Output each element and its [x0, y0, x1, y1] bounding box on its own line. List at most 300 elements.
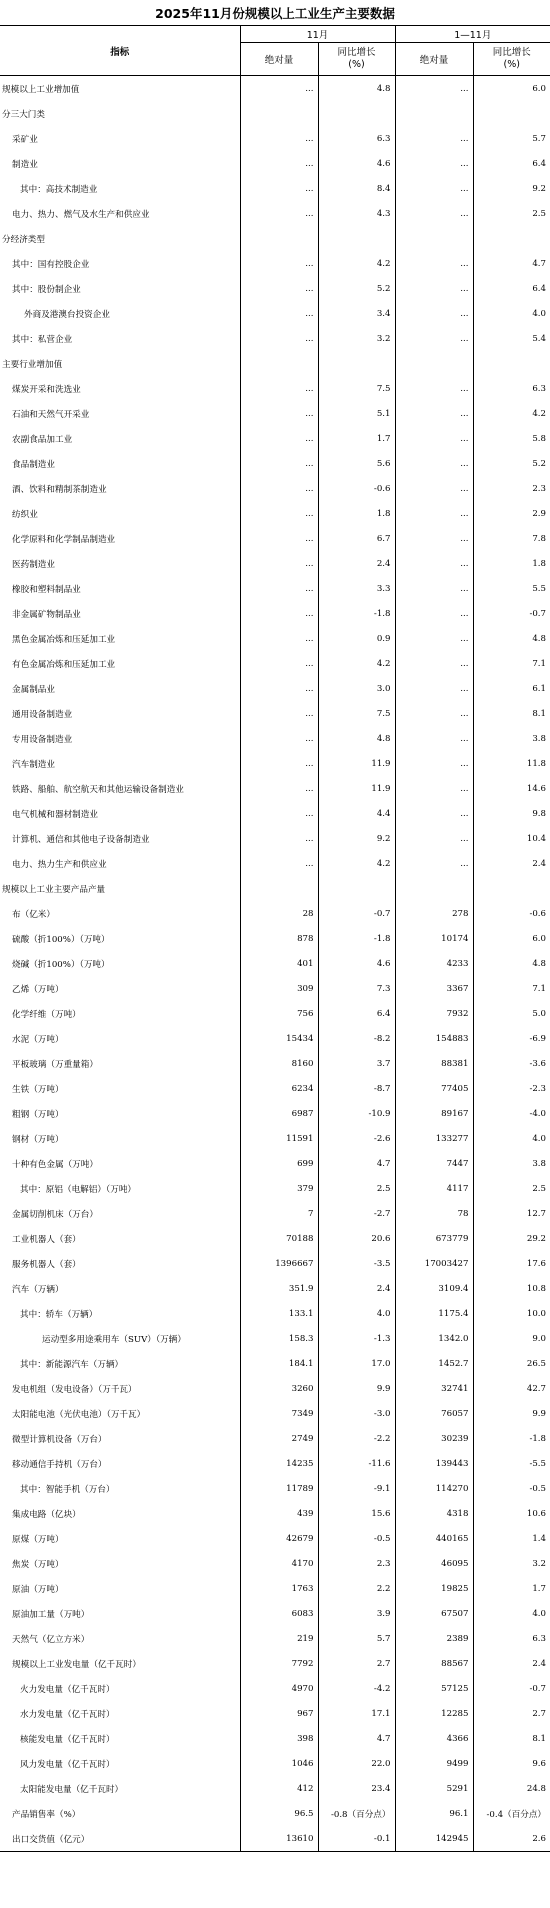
ytd-absolute — [395, 226, 473, 251]
ytd-growth: 4.0 — [532, 1133, 547, 1144]
row-name: 天然气（亿立方米） — [0, 1626, 240, 1651]
month-absolute: ... — [240, 526, 318, 551]
ytd-absolute: 4366 — [395, 1726, 473, 1751]
month-growth: 4.7 — [318, 1151, 395, 1176]
row-name: 分三大门类 — [0, 101, 240, 126]
ytd-growth: -5.5 — [529, 1458, 547, 1469]
month-growth: 5.6 — [318, 451, 395, 476]
table-row — [0, 376, 550, 401]
table-row — [0, 1126, 550, 1151]
ytd-growth — [473, 226, 550, 251]
ytd-growth: 6.0 — [532, 83, 547, 94]
row-name: 微型计算机设备（万台） — [0, 1426, 240, 1451]
row-name: 通用设备制造业 — [0, 701, 240, 726]
month-absolute: 439 — [240, 1501, 318, 1526]
month-absolute: 70188 — [240, 1226, 318, 1251]
month-growth: 17.1 — [318, 1701, 395, 1726]
ytd-absolute: 154883 — [395, 1026, 473, 1051]
ytd-absolute: ... — [395, 601, 473, 626]
month-growth: 1.8 — [318, 501, 395, 526]
month-growth: 6.7 — [318, 526, 395, 551]
month-growth: 2.3 — [318, 1551, 395, 1576]
ytd-absolute: 142945 — [395, 1826, 473, 1852]
row-name: 金属切削机床（万台） — [0, 1201, 240, 1226]
ytd-growth: 5.8 — [532, 433, 547, 444]
ytd-absolute: ... — [395, 201, 473, 226]
month-growth: -0.7 — [318, 901, 395, 926]
row-name: 医药制造业 — [0, 551, 240, 576]
ytd-absolute: ... — [395, 451, 473, 476]
month-absolute: 133.1 — [240, 1301, 318, 1326]
growth-header-line1: 同比增长 — [337, 47, 376, 58]
row-name: 主要行业增加值 — [0, 351, 240, 376]
month-absolute: 756 — [240, 1001, 318, 1026]
month-absolute: 398 — [240, 1726, 318, 1751]
ytd-growth: 2.5 — [532, 208, 547, 219]
row-name: 风力发电量（亿千瓦时） — [0, 1751, 240, 1776]
month-absolute — [240, 876, 318, 901]
ytd-absolute: ... — [395, 576, 473, 601]
month-growth: 6.4 — [318, 1001, 395, 1026]
ytd-absolute: 17003427 — [395, 1251, 473, 1276]
month-growth: -9.1 — [318, 1476, 395, 1501]
row-name: 非金属矿物制品业 — [0, 601, 240, 626]
month-growth: 11.9 — [318, 751, 395, 776]
month-absolute: 3260 — [240, 1376, 318, 1401]
ytd-growth: 17.6 — [526, 1258, 547, 1269]
month-absolute: 184.1 — [240, 1351, 318, 1376]
row-name: 外商及港澳台投资企业 — [0, 301, 240, 326]
ytd-absolute: ... — [395, 326, 473, 351]
row-name: 出口交货值（亿元） — [0, 1826, 240, 1852]
ytd-growth: 3.8 — [532, 733, 547, 744]
month-absolute: ... — [240, 451, 318, 476]
period1-abs-header: 绝对量 — [240, 43, 318, 76]
ytd-absolute: 3367 — [395, 976, 473, 1001]
month-absolute: ... — [240, 626, 318, 651]
table-row — [0, 326, 550, 351]
table-row — [0, 1626, 550, 1651]
ytd-absolute: ... — [395, 826, 473, 851]
table-row — [0, 351, 550, 376]
table-row — [0, 1401, 550, 1426]
ytd-growth: 5.5 — [532, 583, 547, 594]
table-row — [0, 101, 550, 126]
ytd-absolute: ... — [395, 701, 473, 726]
month-absolute: ... — [240, 551, 318, 576]
table-row — [0, 1076, 550, 1101]
row-name: 规模以上工业增加值 — [0, 76, 240, 102]
ytd-absolute: ... — [395, 301, 473, 326]
row-name: 酒、饮料和精制茶制造业 — [0, 476, 240, 501]
table-row — [0, 776, 550, 801]
table-row — [0, 476, 550, 501]
month-growth: 9.9 — [318, 1376, 395, 1401]
month-growth: 4.6 — [318, 151, 395, 176]
ytd-growth: 29.2 — [526, 1233, 547, 1244]
month-absolute: 6234 — [240, 1076, 318, 1101]
table-row — [0, 76, 550, 102]
row-name: 制造业 — [0, 151, 240, 176]
table-row — [0, 1651, 550, 1676]
month-growth: 4.8 — [318, 76, 395, 102]
month-growth: -0.5 — [318, 1526, 395, 1551]
month-absolute: 1396667 — [240, 1251, 318, 1276]
ytd-growth: 4.2 — [532, 408, 547, 419]
ytd-growth: 9.8 — [532, 808, 547, 819]
month-growth: 11.9 — [318, 776, 395, 801]
ytd-growth: 4.7 — [532, 258, 547, 269]
ytd-absolute: ... — [395, 851, 473, 876]
row-name: 其中：高技术制造业 — [0, 176, 240, 201]
month-absolute: 96.5 — [240, 1801, 318, 1826]
table-row — [0, 1451, 550, 1476]
ytd-absolute: ... — [395, 801, 473, 826]
month-absolute: ... — [240, 851, 318, 876]
period2-header: 1—11月 — [395, 26, 550, 43]
month-growth: 20.6 — [318, 1226, 395, 1251]
month-growth: -0.1 — [318, 1826, 395, 1852]
month-absolute: ... — [240, 726, 318, 751]
table-row — [0, 1276, 550, 1301]
month-growth: -10.9 — [318, 1101, 395, 1126]
month-growth: 0.9 — [318, 626, 395, 651]
month-growth: -0.6 — [318, 476, 395, 501]
ytd-growth: -0.7 — [529, 608, 547, 619]
row-name: 生铁（万吨） — [0, 1076, 240, 1101]
month-absolute: ... — [240, 601, 318, 626]
month-growth: 1.7 — [318, 426, 395, 451]
table-row — [0, 1201, 550, 1226]
ytd-growth: 9.9 — [532, 1408, 547, 1419]
table-row — [0, 576, 550, 601]
ytd-growth: 2.4 — [532, 858, 547, 869]
row-name: 乙烯（万吨） — [0, 976, 240, 1001]
month-absolute: 7349 — [240, 1401, 318, 1426]
month-absolute: 28 — [240, 901, 318, 926]
table-row — [0, 651, 550, 676]
month-growth: 4.2 — [318, 251, 395, 276]
table-row — [0, 176, 550, 201]
month-growth — [318, 101, 395, 126]
ytd-growth: 6.3 — [532, 383, 547, 394]
ytd-absolute: ... — [395, 276, 473, 301]
ytd-growth: 4.0 — [532, 308, 547, 319]
ytd-absolute: 96.1 — [395, 1801, 473, 1826]
ytd-absolute: 2389 — [395, 1626, 473, 1651]
row-name: 其中：智能手机（万台） — [0, 1476, 240, 1501]
month-absolute: 6987 — [240, 1101, 318, 1126]
table-row — [0, 1751, 550, 1776]
row-name: 黑色金属冶炼和压延加工业 — [0, 626, 240, 651]
month-absolute — [240, 101, 318, 126]
row-name: 食品制造业 — [0, 451, 240, 476]
month-absolute: ... — [240, 326, 318, 351]
ytd-absolute: ... — [395, 776, 473, 801]
ytd-absolute: ... — [395, 426, 473, 451]
table-row — [0, 1826, 550, 1852]
month-absolute: ... — [240, 801, 318, 826]
table-row — [0, 401, 550, 426]
row-name: 原油加工量（万吨） — [0, 1601, 240, 1626]
month-growth — [318, 876, 395, 901]
row-name: 其中：原铝（电解铝）（万吨） — [0, 1176, 240, 1201]
ytd-growth: 6.0 — [532, 933, 547, 944]
row-name: 规模以上工业主要产品产量 — [0, 876, 240, 901]
row-name: 布（亿米） — [0, 901, 240, 926]
month-growth: 4.8 — [318, 726, 395, 751]
ytd-absolute: 46095 — [395, 1551, 473, 1576]
month-growth: 8.4 — [318, 176, 395, 201]
table-row — [0, 1301, 550, 1326]
ytd-absolute: 12285 — [395, 1701, 473, 1726]
table-row — [0, 201, 550, 226]
month-absolute: ... — [240, 251, 318, 276]
month-absolute: ... — [240, 576, 318, 601]
row-name: 金属制品业 — [0, 676, 240, 701]
month-absolute: 42679 — [240, 1526, 318, 1551]
period1-growth-header — [318, 43, 395, 76]
table-row — [0, 501, 550, 526]
month-absolute: ... — [240, 76, 318, 102]
ytd-absolute: 57125 — [395, 1676, 473, 1701]
ytd-growth: 2.3 — [532, 483, 547, 494]
month-growth: 15.6 — [318, 1501, 395, 1526]
month-absolute: ... — [240, 751, 318, 776]
month-growth: 23.4 — [318, 1776, 395, 1801]
month-growth: -8.2 — [318, 1026, 395, 1051]
ytd-growth: 2.4 — [532, 1658, 547, 1669]
ytd-absolute: 32741 — [395, 1376, 473, 1401]
month-absolute: 379 — [240, 1176, 318, 1201]
ytd-absolute: ... — [395, 751, 473, 776]
row-name: 其中：国有控股企业 — [0, 251, 240, 276]
table-row — [0, 676, 550, 701]
table-row — [0, 901, 550, 926]
ytd-absolute: ... — [395, 376, 473, 401]
month-growth: 3.4 — [318, 301, 395, 326]
row-name: 平板玻璃（万重量箱） — [0, 1051, 240, 1076]
month-absolute: ... — [240, 701, 318, 726]
row-name: 橡胶和塑料制品业 — [0, 576, 240, 601]
ytd-absolute: 4117 — [395, 1176, 473, 1201]
ytd-absolute: ... — [395, 76, 473, 102]
row-name: 水泥（万吨） — [0, 1026, 240, 1051]
ytd-growth: 5.7 — [532, 133, 547, 144]
month-absolute: ... — [240, 376, 318, 401]
table-row — [0, 826, 550, 851]
month-absolute: ... — [240, 676, 318, 701]
table-row — [0, 801, 550, 826]
table-row — [0, 951, 550, 976]
table-row — [0, 426, 550, 451]
month-absolute: ... — [240, 176, 318, 201]
month-growth: 2.7 — [318, 1651, 395, 1676]
row-name: 十种有色金属（万吨） — [0, 1151, 240, 1176]
table-row — [0, 126, 550, 151]
row-name: 分经济类型 — [0, 226, 240, 251]
table-row — [0, 1476, 550, 1501]
ytd-growth: 6.1 — [532, 683, 547, 694]
ytd-absolute: 139443 — [395, 1451, 473, 1476]
month-growth: 4.2 — [318, 651, 395, 676]
row-name: 原煤（万吨） — [0, 1526, 240, 1551]
month-absolute: 1763 — [240, 1576, 318, 1601]
ytd-growth: 3.2 — [532, 1558, 547, 1569]
ytd-absolute: ... — [395, 626, 473, 651]
month-absolute: 7792 — [240, 1651, 318, 1676]
month-growth: -2.2 — [318, 1426, 395, 1451]
table-row — [0, 226, 550, 251]
ytd-growth: -0.7 — [529, 1683, 547, 1694]
month-growth: 5.7 — [318, 1626, 395, 1651]
row-name: 硫酸（折100%）（万吨） — [0, 926, 240, 951]
row-name: 运动型多用途乘用车（SUV）（万辆） — [0, 1326, 240, 1351]
month-absolute: ... — [240, 776, 318, 801]
month-growth — [318, 226, 395, 251]
table-row — [0, 1026, 550, 1051]
ytd-absolute: ... — [395, 526, 473, 551]
ytd-absolute: 7447 — [395, 1151, 473, 1176]
month-growth: -3.0 — [318, 1401, 395, 1426]
month-growth — [318, 351, 395, 376]
month-absolute: 7 — [240, 1201, 318, 1226]
period2-growth-header — [473, 43, 550, 76]
month-absolute: 412 — [240, 1776, 318, 1801]
month-absolute: ... — [240, 126, 318, 151]
table-row — [0, 1501, 550, 1526]
month-absolute: ... — [240, 276, 318, 301]
table-row — [0, 601, 550, 626]
month-growth: -4.2 — [318, 1676, 395, 1701]
month-growth: 2.2 — [318, 1576, 395, 1601]
month-growth: 2.4 — [318, 551, 395, 576]
month-growth: -0.8（百分点） — [318, 1801, 395, 1826]
table-row — [0, 276, 550, 301]
month-growth: 9.2 — [318, 826, 395, 851]
month-absolute: 401 — [240, 951, 318, 976]
row-name: 钢材（万吨） — [0, 1126, 240, 1151]
row-name: 核能发电量（亿千瓦时） — [0, 1726, 240, 1751]
month-growth: 3.2 — [318, 326, 395, 351]
month-absolute: ... — [240, 301, 318, 326]
month-absolute: 15434 — [240, 1026, 318, 1051]
ytd-absolute: 19825 — [395, 1576, 473, 1601]
ytd-growth — [473, 876, 550, 901]
ytd-growth: 4.8 — [532, 633, 547, 644]
month-growth: -2.7 — [318, 1201, 395, 1226]
table-row — [0, 451, 550, 476]
row-name: 发电机组（发电设备）（万千瓦） — [0, 1376, 240, 1401]
month-absolute: 967 — [240, 1701, 318, 1726]
month-growth: -1.3 — [318, 1326, 395, 1351]
row-name: 太阳能电池（光伏电池）（万千瓦） — [0, 1401, 240, 1426]
ytd-absolute: 114270 — [395, 1476, 473, 1501]
ytd-growth: 6.4 — [532, 283, 547, 294]
ytd-growth: 2.5 — [532, 1183, 547, 1194]
ytd-growth: 5.4 — [532, 333, 547, 344]
page-title: 2025年11月份规模以上工业生产主要数据 — [155, 6, 395, 21]
row-name: 采矿业 — [0, 126, 240, 151]
ytd-growth: -0.6 — [529, 908, 547, 919]
row-name: 原油（万吨） — [0, 1576, 240, 1601]
row-name: 服务机器人（套） — [0, 1251, 240, 1276]
month-absolute: 11591 — [240, 1126, 318, 1151]
ytd-absolute: 440165 — [395, 1526, 473, 1551]
table-row — [0, 1601, 550, 1626]
ytd-growth: 5.0 — [532, 1008, 547, 1019]
month-growth: 3.7 — [318, 1051, 395, 1076]
table-row — [0, 1801, 550, 1826]
table-row — [0, 851, 550, 876]
table-row — [0, 926, 550, 951]
ytd-absolute: ... — [395, 651, 473, 676]
ytd-absolute: 88381 — [395, 1051, 473, 1076]
table-row — [0, 1351, 550, 1376]
table-row — [0, 1676, 550, 1701]
table-row — [0, 1726, 550, 1751]
month-absolute: 1046 — [240, 1751, 318, 1776]
ytd-absolute: 278 — [395, 901, 473, 926]
data-table — [0, 25, 550, 1852]
month-absolute: 8160 — [240, 1051, 318, 1076]
indicator-header: 指标 — [0, 26, 240, 76]
month-absolute: ... — [240, 476, 318, 501]
ytd-absolute: 673779 — [395, 1226, 473, 1251]
month-growth: 7.5 — [318, 376, 395, 401]
month-growth: 4.3 — [318, 201, 395, 226]
ytd-absolute: ... — [395, 676, 473, 701]
ytd-growth: 3.8 — [532, 1158, 547, 1169]
table-row — [0, 1226, 550, 1251]
month-absolute — [240, 351, 318, 376]
growth-header-line2: (%) — [348, 59, 365, 70]
month-absolute: ... — [240, 401, 318, 426]
ytd-growth: 6.4 — [532, 158, 547, 169]
ytd-growth: 1.7 — [532, 1583, 547, 1594]
ytd-absolute — [395, 351, 473, 376]
month-growth: 3.9 — [318, 1601, 395, 1626]
ytd-growth: 26.5 — [526, 1358, 547, 1369]
month-growth: -1.8 — [318, 601, 395, 626]
ytd-growth: 10.6 — [526, 1508, 547, 1519]
table-row — [0, 551, 550, 576]
ytd-growth: 4.0 — [532, 1608, 547, 1619]
table-row — [0, 1701, 550, 1726]
ytd-absolute: 4318 — [395, 1501, 473, 1526]
ytd-absolute: ... — [395, 251, 473, 276]
growth-header-line2: (%) — [503, 59, 520, 70]
ytd-absolute: 67507 — [395, 1601, 473, 1626]
table-row — [0, 1251, 550, 1276]
month-growth: 6.3 — [318, 126, 395, 151]
row-name: 农副食品加工业 — [0, 426, 240, 451]
month-absolute: ... — [240, 201, 318, 226]
table-row — [0, 1776, 550, 1801]
month-growth: 4.7 — [318, 1726, 395, 1751]
ytd-absolute: ... — [395, 476, 473, 501]
ytd-growth: 5.2 — [532, 458, 547, 469]
ytd-growth: 1.4 — [532, 1533, 547, 1544]
row-name: 石油和天然气开采业 — [0, 401, 240, 426]
month-growth: 5.1 — [318, 401, 395, 426]
month-absolute: 699 — [240, 1151, 318, 1176]
ytd-absolute: ... — [395, 551, 473, 576]
ytd-growth: 7.1 — [532, 983, 547, 994]
month-growth: -11.6 — [318, 1451, 395, 1476]
month-absolute: 351.9 — [240, 1276, 318, 1301]
ytd-growth: 7.8 — [532, 533, 547, 544]
